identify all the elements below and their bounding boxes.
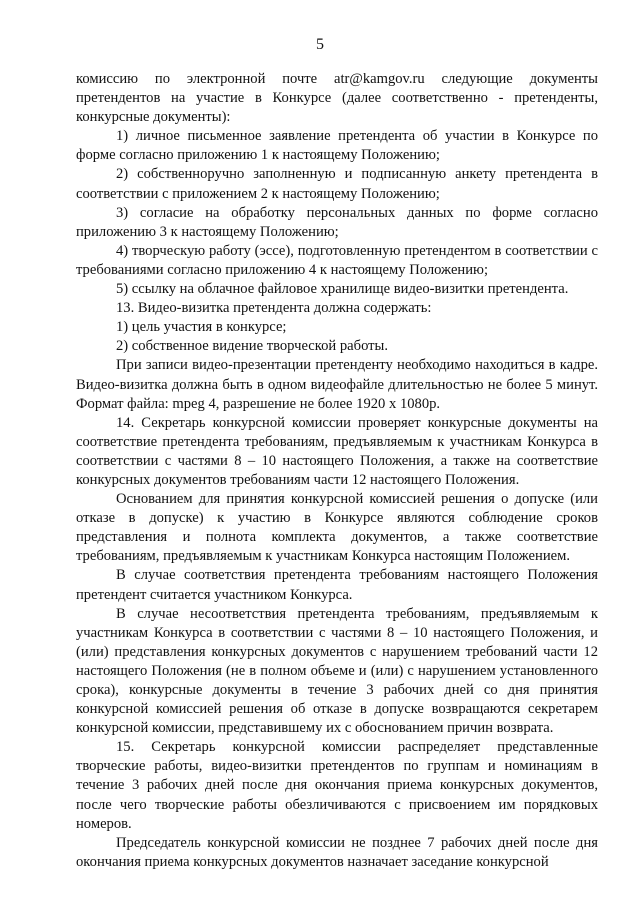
clause-14: 14. Секретарь конкурсной комиссии проверяет конкурсные документы на соответствие претендента требованиям, предъявляемым к участникам Конкурса в соответствии с частями 8 – 10 настоящего Положения, а также на соответствие конкурсных документов требованиям части 12 настоящего Положения. (76, 414, 598, 488)
video-requirements-paragraph: При записи видео-презентации претенденту необходимо находиться в кадре. Видео-визитка должна быть в одном видеофайле длительностью не более 5 минут. Формат файла: mpeg 4, разрешение не более 1920 x 1080р. (76, 357, 598, 412)
clause-13-item-2: 2) собственное видение творческой работы. (116, 338, 389, 355)
list-item-1: 1) личное письменное заявление претендента об участии в Конкурсе по форме согласно приложению 1 к настоящему Положению; (76, 128, 598, 164)
document-body (76, 70, 598, 872)
page-number: 5 (316, 36, 324, 53)
clause-13-item-1: 1) цель участия в конкурсе; (116, 319, 287, 336)
participant-status-paragraph: В случае соответствия претендента требованиям настоящего Положения претендент считается участником Конкурса. (76, 567, 598, 603)
list-item-2: 2) собственноручно заполненную и подписанную анкету претендента в соответствии с приложением 2 к настоящему Положению; (76, 166, 598, 202)
list-item-4: 4) творческую работу (эссе), подготовленную претендентом в соответствии с требованиями согласно приложению 4 к настоящему Положению; (76, 242, 598, 278)
clause-13: 13. Видео-визитка претендента должна содержать: (116, 300, 432, 317)
rejection-paragraph: В случае несоответствия претендента требованиям, предъявляемым к участникам Конкурса в соответствии с частями 8 – 10 настоящего Положения, и (или) представления конкурсных документов с нарушением требований части 12 настоящего Положения (не в полном объеме и (или) с нарушением установленного срока), конкурсные документы в течение 3 рабочих дней со дня принятия конкурсной комиссией решения об отказе в допуске возвращаются секретарем конкурсной комиссии, представившему их с обоснованием причин возврата. (76, 605, 598, 737)
chairman-paragraph: Председатель конкурсной комиссии не позднее 7 рабочих дней после дня окончания приема конкурсных документов назначает заседание конкурсной (76, 834, 598, 870)
list-item-5: 5) ссылку на облачное файловое хранилище видео-визитки претендента. (116, 281, 569, 298)
clause-15: 15. Секретарь конкурсной комиссии распределяет представленные творческие работы, видео-визитки претендентов по группам и номинациям в течение 3 рабочих дней после дня окончания приема конкурсных документов, после чего творческие работы обезличиваются с присвоением им порядковых номеров. (76, 739, 598, 832)
paragraph-continuation: комиссию по электронной почте atr@kamgov.ru следующие документы претендентов на участие в Конкурсе (далее соответственно - претенденты, конкурсные документы): (76, 71, 598, 126)
admission-grounds-paragraph: Основанием для принятия конкурсной комиссией решения о допуске (или отказе в допуске) к участию в Конкурсе являются соблюдение сроков представления и полнота комплекта документов, а также соответствие требованиям, предъявляемым к участникам Конкурса настоящим Положением. (76, 491, 598, 565)
list-item-3: 3) согласие на обработку персональных данных по форме согласно приложению 3 к настоящему Положению; (76, 204, 598, 240)
